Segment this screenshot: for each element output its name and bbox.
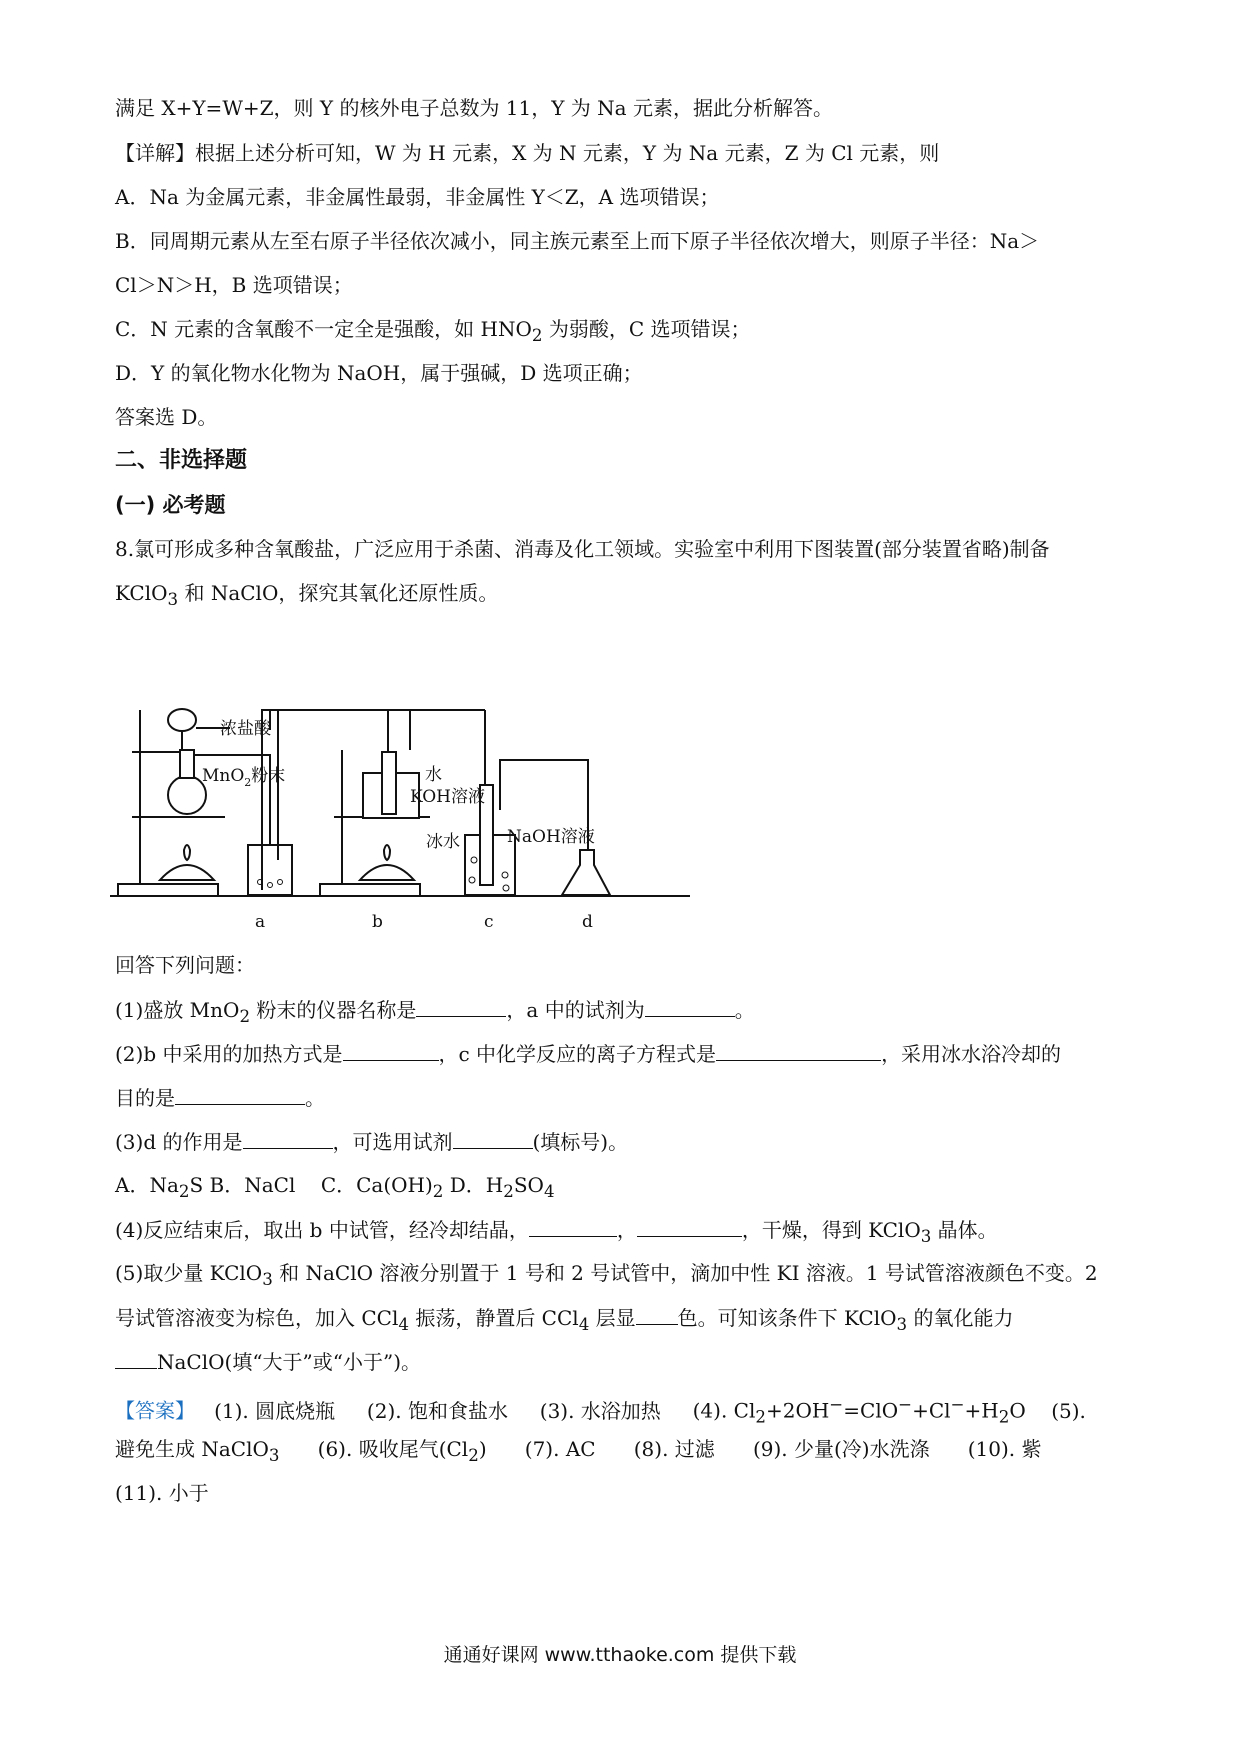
text: ，可选用试剂 <box>332 1130 453 1154</box>
answer-5: 避免生成 NaClO$_3$ <box>115 1437 280 1465</box>
analysis-line-1: 满足 X+Y=W+Z，则 Y 的核外电子总数为 11，Y 为 Na 元素，据此分析解答。 <box>115 96 833 120</box>
subscript: 3 <box>896 1315 908 1334</box>
answer-blank <box>115 1348 157 1369</box>
separatory-funnel <box>168 709 196 731</box>
subquestion-5-cont <box>115 1304 1013 1338</box>
text: KClO <box>115 581 168 605</box>
text: 晶体。 <box>931 1218 998 1242</box>
question-stem-2 <box>115 580 498 613</box>
text: 目的是 <box>115 1086 175 1110</box>
answer-blank <box>416 996 506 1017</box>
answer-label: 【答案】 <box>115 1398 195 1423</box>
test-tube-b <box>382 752 396 814</box>
footer-watermark: 通通好课网 www.tthaoke.com 提供下载 <box>443 1644 797 1666</box>
answer-blank <box>636 1304 678 1325</box>
answer-10: (10). 紫 <box>967 1437 1042 1461</box>
label-a: a <box>255 912 266 932</box>
text: 和 NaClO 溶液分别置于 1 号和 2 号试管中，滴加中性 KI 溶液。1 号试管溶液颜色不变。2 <box>272 1261 1098 1285</box>
text: 色。可知该条件下 KClO <box>677 1306 897 1330</box>
analysis-line-2: 【详解】根据上述分析可知，W 为 H 元素，X 为 N 元素，Y 为 Na 元素，Z 为 Cl 元素，则 <box>115 141 940 165</box>
subquestion-2 <box>115 1040 1061 1067</box>
label-koh: KOH溶液 <box>410 787 486 807</box>
label-d: d <box>582 912 593 932</box>
lab-apparatus-diagram <box>110 690 695 940</box>
answer-blank <box>343 1040 439 1061</box>
text: ，干燥，得到 KClO <box>741 1218 921 1242</box>
label-b: b <box>372 912 383 932</box>
text: (1)盛放 MnO <box>115 998 240 1022</box>
answer-4: (4). $Cl_2+2OH^-=ClO^-+Cl^-+H_2O$ <box>692 1395 1026 1427</box>
subscript: 3 <box>167 590 179 609</box>
label-water: 水 <box>425 765 442 785</box>
subscript: 4 <box>578 1315 590 1334</box>
text: 号试管溶液变为棕色，加入 CCl <box>115 1306 399 1330</box>
answer-3: (3). 水浴加热 <box>539 1398 661 1423</box>
text: (4)反应结束后，取出 b 中试管，经冷却结晶， <box>115 1218 529 1242</box>
subscript: 2 <box>239 1007 251 1026</box>
option-b-explanation: B．同周期元素从左至右原子半径依次减小，同主族元素至上而下原子半径依次增大，则原子半径：Na＞ <box>115 229 1040 253</box>
text: ， <box>616 1218 637 1242</box>
text: 和 NaClO，探究其氧化还原性质。 <box>178 581 499 605</box>
answer-blank <box>453 1128 533 1149</box>
subsection-heading: (一) 必考题 <box>115 493 226 517</box>
answer-blank <box>645 996 735 1017</box>
alcohol-lamp-2 <box>360 865 414 880</box>
text: 的氧化能力 <box>907 1306 1014 1330</box>
option-c: C．$Ca(OH)_2$ <box>320 1173 444 1201</box>
question-stem-1: 8.氯可形成多种含氧酸盐，广泛应用于杀菌、消毒及化工领域。实验室中利用下图装置(部分装置省略)制备 <box>115 537 1050 561</box>
answer-blank <box>243 1128 333 1149</box>
label-naoh: NaOH溶液 <box>507 827 595 847</box>
answer-5-number: (5). <box>1051 1398 1086 1423</box>
answer-6: (6). 吸收尾气$(Cl_2)$ <box>317 1437 487 1465</box>
subquestion-2-cont <box>115 1084 325 1111</box>
text: 振荡，静置后 CCl <box>408 1306 579 1330</box>
option-d: D．$H_2SO_4$ <box>449 1173 555 1201</box>
round-bottom-flask <box>168 776 206 814</box>
conical-flask-d <box>562 850 610 895</box>
option-a-explanation: A．Na 为金属元素，非金属性最弱，非金属性 Y＜Z，A 选项错误； <box>115 185 720 209</box>
label-c: c <box>484 912 494 932</box>
subscript: 3 <box>262 1270 273 1289</box>
text: C．N 元素的含氧酸不一定全是强酸，如 HNO <box>115 317 532 341</box>
subquestion-3 <box>115 1128 628 1155</box>
alcohol-lamp-1 <box>160 865 214 880</box>
text: NaClO(填“大于”或“小于”)。 <box>157 1350 422 1374</box>
answer-line-3 <box>115 1480 209 1506</box>
subquestion-4 <box>115 1216 998 1250</box>
label-conc-hcl: 浓盐酸 <box>220 719 271 739</box>
answer-blank <box>175 1084 305 1105</box>
subscript: 3 <box>920 1227 932 1246</box>
text: 。 <box>734 998 755 1022</box>
answer-2: (2). 饱和食盐水 <box>366 1398 508 1423</box>
subquestions-intro: 回答下列问题： <box>115 953 255 977</box>
answer-blank <box>529 1216 617 1237</box>
text: 层显 <box>589 1306 636 1330</box>
answer-9: (9). 少量(冷)水洗涤 <box>752 1437 930 1461</box>
text: 为弱酸，C 选项错误； <box>542 317 751 341</box>
option-b: B．NaCl <box>209 1173 296 1197</box>
stand-base <box>118 884 218 896</box>
answer-line-2 <box>115 1436 1042 1469</box>
text: 。 <box>305 1086 325 1110</box>
option-c-explanation <box>115 316 751 349</box>
answer-line-1 <box>115 1392 1086 1431</box>
subscript: 4 <box>398 1315 409 1334</box>
subscript: 2 <box>531 326 543 345</box>
text: ，a 中的试剂为 <box>506 998 645 1022</box>
label-mno2: MnO$_2$粉末 <box>202 766 286 789</box>
subquestion-3-options <box>115 1172 555 1205</box>
text: ，c 中化学反应的离子方程式是 <box>438 1042 717 1066</box>
text: (2)b 中采用的加热方式是 <box>115 1042 343 1066</box>
option-d-explanation: D．Y 的氧化物水化物为 NaOH，属于强碱，D 选项正确； <box>115 361 643 385</box>
answer-11: (11). 小于 <box>115 1481 209 1505</box>
answer-8: (8). 过滤 <box>633 1437 715 1461</box>
answer-choice: 答案选 D。 <box>115 405 218 429</box>
section-heading: 二、非选择题 <box>115 448 248 473</box>
option-a: A．$Na_2S$ <box>115 1173 204 1201</box>
text: 粉末的仪器名称是 <box>250 998 417 1022</box>
answer-1: (1). 圆底烧瓶 <box>214 1398 336 1423</box>
subquestion-5-cont2 <box>115 1348 421 1375</box>
text: (5)取少量 KClO <box>115 1261 263 1285</box>
subquestion-5 <box>115 1260 1098 1293</box>
answer-blank <box>637 1216 742 1237</box>
text: (3)d 的作用是 <box>115 1130 243 1154</box>
answer-7: (7). AC <box>524 1437 596 1461</box>
text: (填标号)。 <box>532 1130 629 1154</box>
subquestion-1 <box>115 996 755 1030</box>
label-ice-water: 冰水 <box>426 832 460 852</box>
text: ，采用冰水浴冷却的 <box>881 1042 1062 1066</box>
answer-blank <box>716 1040 881 1061</box>
option-b-explanation-cont: Cl＞N＞H，B 选项错误； <box>115 273 353 297</box>
